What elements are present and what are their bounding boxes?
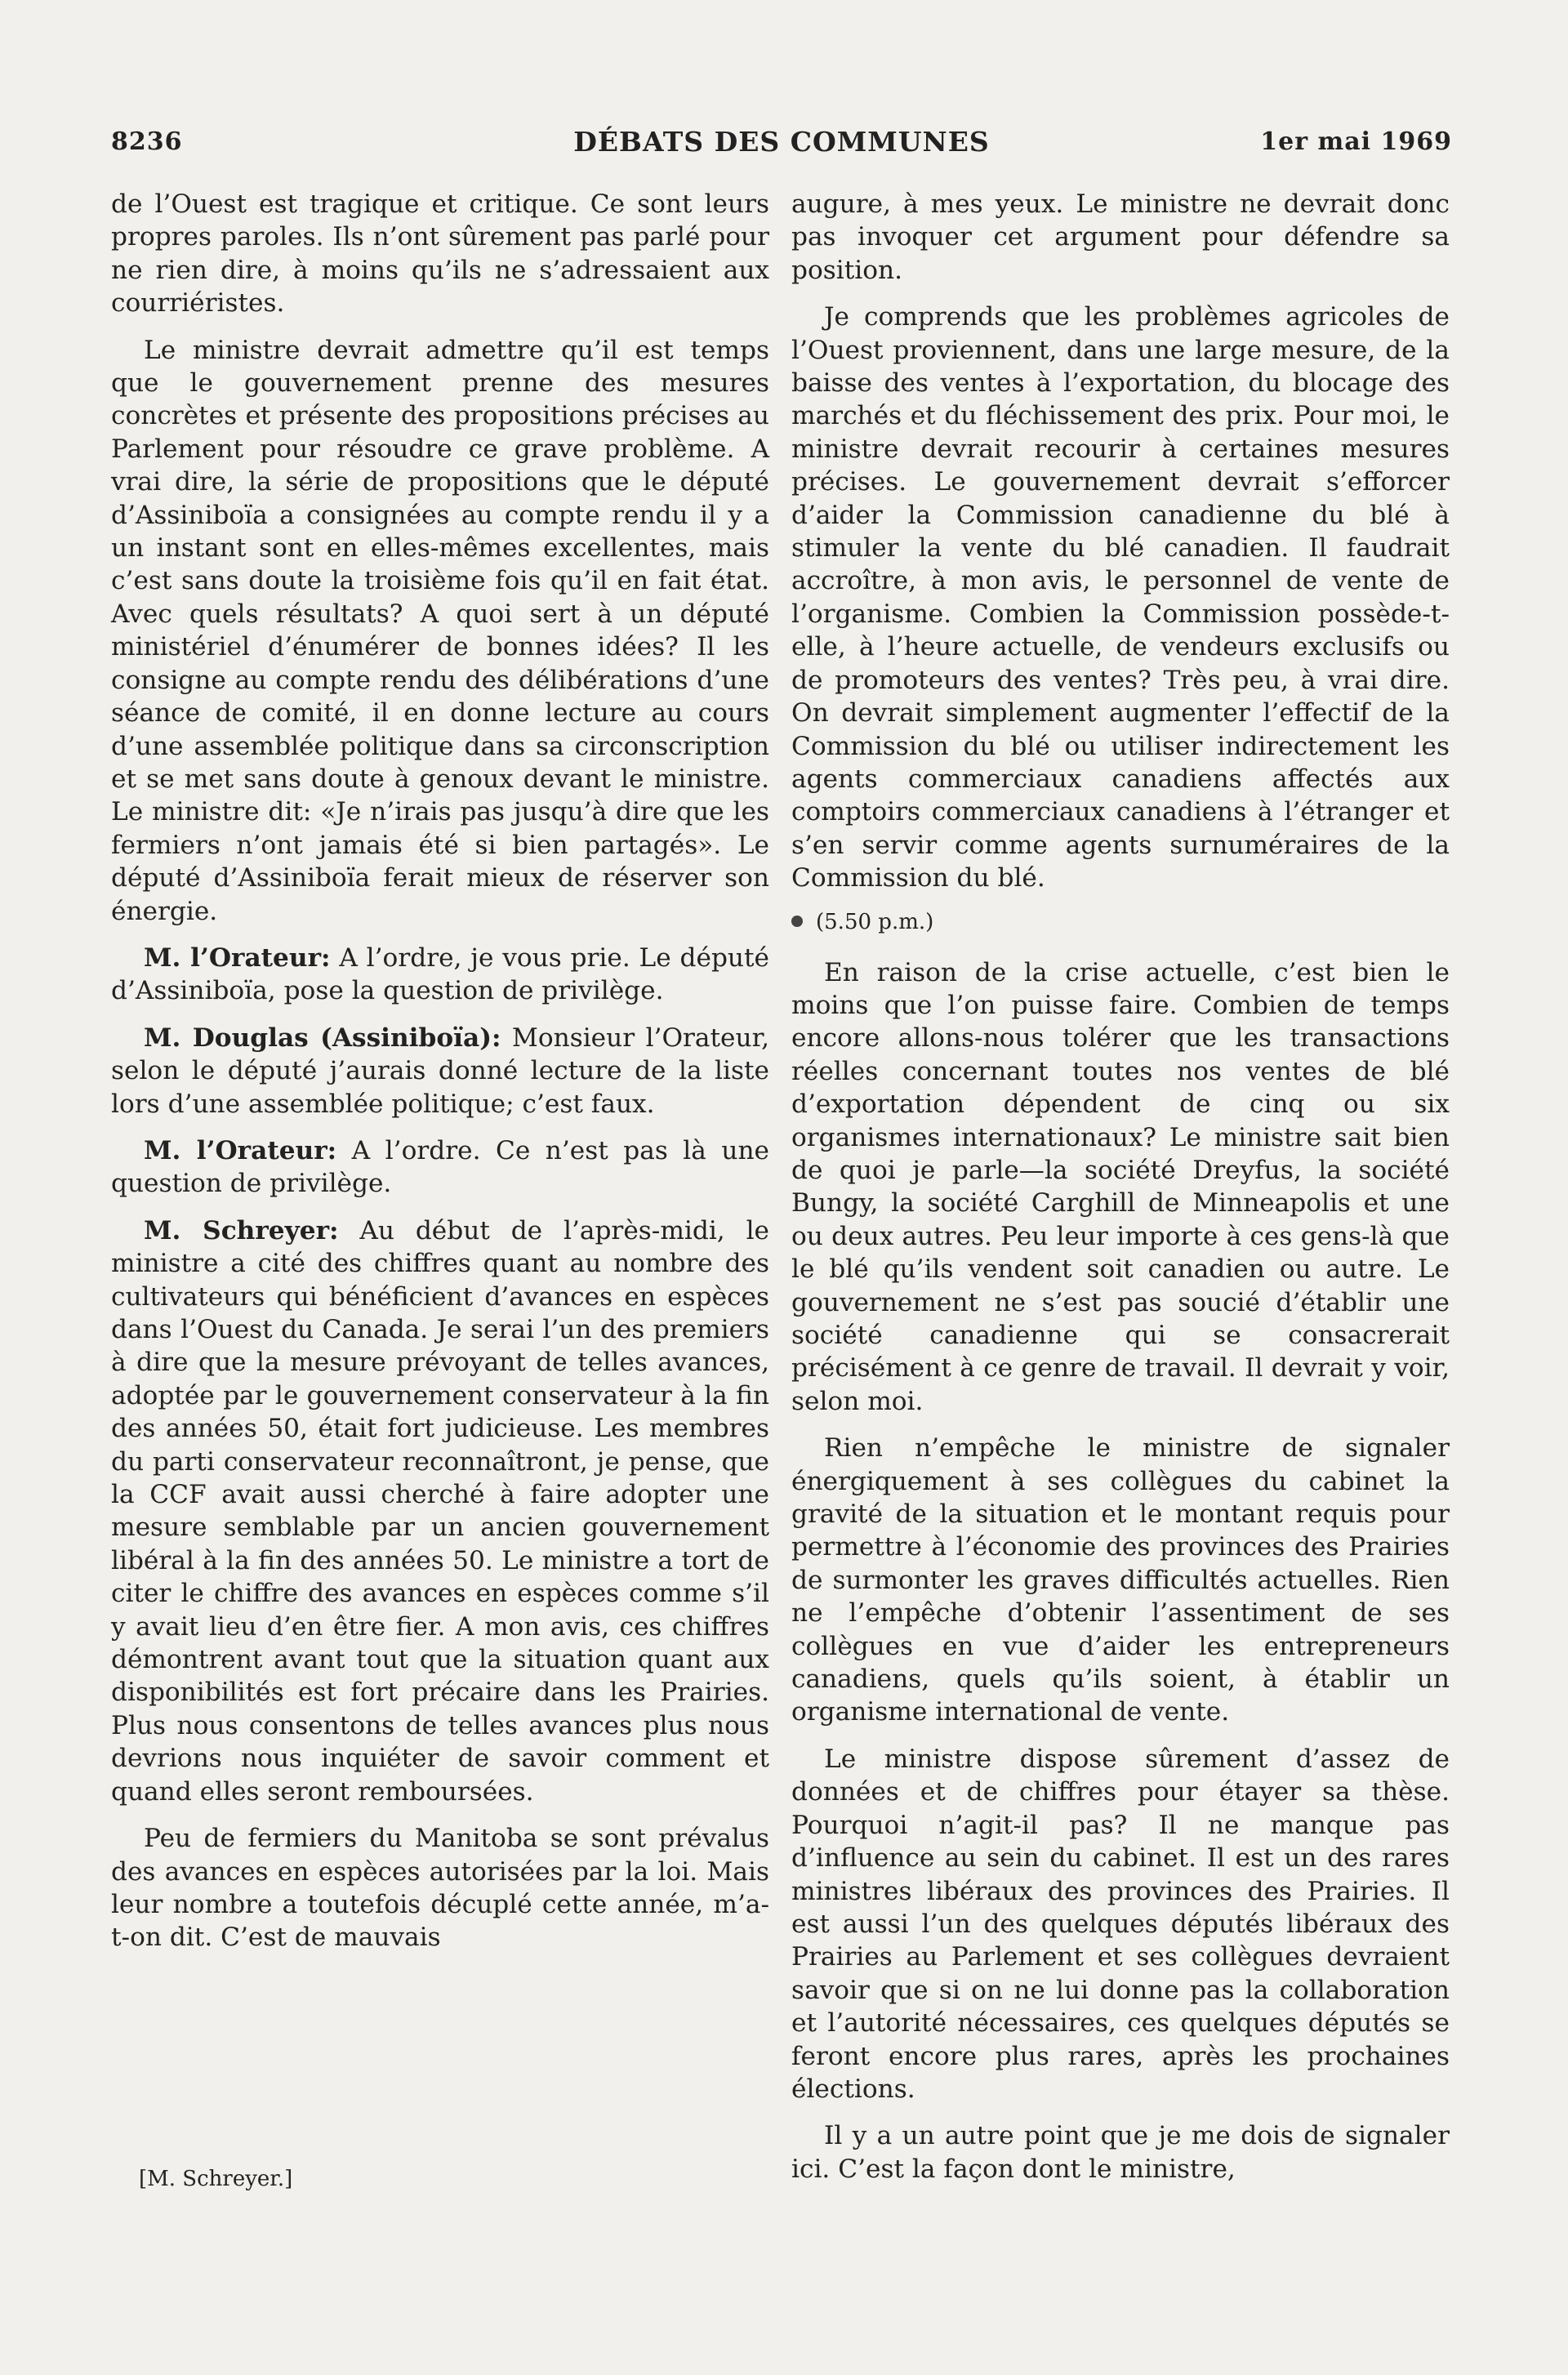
right-column	[791, 188, 1450, 2199]
bullet-icon	[791, 916, 803, 927]
publication-title: DÉBATS DES COMMUNES	[573, 126, 990, 158]
paragraph: Le ministre dispose sûrement d’assez de données et de chiffres pour étayer sa thèse. Pourquoi n’agit-il pas? Il ne manque pas d’influence au sein du cabinet. Il est un des rares ministres libéraux des provinces des Prairies. Il est aussi l’un des quelques députés libéraux des Prairies au Parlement et ses collègues devraient savoir que si on ne lui donne pas la collaboration et l’autorité nécessaires, ces quelques députés se feront encore plus rares, après les prochaines élections.	[791, 1744, 1450, 2104]
speaker-name: M. l’Orateur:	[144, 942, 331, 973]
page-number: 8236	[111, 127, 183, 156]
paragraph: Rien n’empêche le ministre de signaler énergiquement à ses collègues du cabinet la gravité de la situation et le montant requis pour permettre à l’économie des provinces des Prairies de surmonter les graves difficultés actuelles. Rien ne l’empêche d’obtenir l’assentiment de ses collègues en vue d’aider les entrepreneurs canadiens, quels qu’ils soient, à établir un organisme international de vente.	[791, 1433, 1450, 1727]
speech-schreyer	[111, 1214, 769, 1808]
speech-text: A l’ordre, je vous prie. Le député d’Assiniboïa, pose la question de privilège.	[111, 942, 769, 1006]
speaker-attribution: [M. Schreyer.]	[139, 2167, 293, 2191]
speech-text: A l’ordre. Ce n’est pas là une question de privilège.	[111, 1135, 769, 1199]
time-text: (5.50 p.m.)	[816, 909, 934, 934]
time-stamp	[791, 909, 1450, 935]
speech-text: Monsieur l’Orateur, selon le député j’aurais donné lecture de la liste lors d’une assemblée politique; c’est faux.	[111, 1023, 769, 1119]
paragraph: Le ministre devrait admettre qu’il est temps que le gouvernement prenne des mesures concrètes et présente des propositions précises au Parlement pour résoudre ce grave problème. A vrai dire, la série de propositions que le député d’Assiniboïa a consignées au compte rendu il y a un instant sont en elles-mêmes excellentes, mais c’est sans doute la troisième fois qu’il en fait état. Avec quels résultats? A quoi sert à un député ministériel d’énumérer de bonnes idées? Il les consigne au compte rendu des délibérations d’une séance de comité, il en donne lecture au cours d’une assemblée politique dans sa circonscription et se met sans doute à genoux devant le ministre. Le ministre dit: «Je n’irais pas jusqu’à dire que les fermiers n’ont jamais été si bien partagés». Le député d’Assiniboïa ferait mieux de réserver son énergie.	[111, 335, 769, 926]
paragraph: Il y a un autre point que je me dois de signaler ici. C’est la façon dont le ministre,	[791, 2121, 1450, 2184]
speech-orateur-1	[111, 942, 769, 1008]
speaker-name: M. Schreyer:	[144, 1215, 339, 1245]
speaker-name: M. Douglas (Assiniboïa):	[144, 1023, 501, 1053]
speech-orateur-2	[111, 1134, 769, 1201]
left-column	[111, 188, 769, 1968]
speaker-name: M. l’Orateur:	[144, 1135, 337, 1165]
speech-douglas	[111, 1022, 769, 1121]
paragraph: En raison de la crise actuelle, c’est bien le moins que l’on puisse faire. Combien de temps encore allons-nous tolérer que les transactions réelles concernant toutes nos ventes de blé d’exportation dépendent de cinq ou six organismes internationaux? Le ministre sait bien de quoi je parle—la société Dreyfus, la société Bungy, la société Carghill de Minneapolis et une ou deux autres. Peu leur importe à ces gens-là que le blé qu’ils vendent soit canadien ou autre. Le gouvernement ne s’est pas soucié d’établir une société canadienne qui se consacrerait précisément à ce genre de travail. Il devrait y voir, selon moi.	[791, 957, 1450, 1416]
paragraph: augure, à mes yeux. Le ministre ne devrait donc pas invoquer cet argument pour défendre sa position.	[791, 189, 1450, 285]
speech-text: Au début de l’après-midi, le ministre a cité des chiffres quant au nombre des cultivateurs qui bénéficient d’avances en espèces dans l’Ouest du Canada. Je serai l’un des premiers à dire que la mesure prévoyant de telles avances, adoptée par le gouvernement conservateur à la fin des années 50, était fort judicieuse. Les membres du parti conservateur reconnaîtront, je pense, que la CCF avait aussi cherché à faire adopter une mesure semblable par un ancien gouvernement libéral à la fin des années 50. Le ministre a tort de citer le chiffre des avances en espèces comme s’il y avait lieu d’en être fier. A mon avis, ces chiffres démontrent avant tout que la situation quant aux disponibilités est fort précaire dans les Prairies. Plus nous consentons de telles avances plus nous devrions nous inquiéter de savoir comment et quand elles seront remboursées.	[111, 1215, 769, 1807]
paragraph: de l’Ouest est tragique et critique. Ce sont leurs propres paroles. Ils n’ont sûrement pas parlé pour ne rien dire, à moins qu’ils ne s’adressaient aux courriéristes.	[111, 189, 769, 319]
page-date: 1er mai 1969	[1260, 127, 1452, 156]
paragraph: Peu de fermiers du Manitoba se sont prévalus des avances en espèces autorisées par la loi. Mais leur nombre a toutefois décuplé cette année, m’a-t-on dit. C’est de mauvais	[111, 1824, 769, 1953]
page-header	[111, 123, 1452, 163]
paragraph: Je comprends que les problèmes agricoles de l’Ouest proviennent, dans une large mesure, de la baisse des ventes à l’exportation, du blocage des marchés et du fléchissement des prix. Pour moi, le ministre devrait recourir à certaines mesures précises. Le gouvernement devrait s’efforcer d’aider la Commission canadienne du blé à stimuler la vente du blé canadien. Il faudrait accroître, à mon avis, le personnel de vente de l’organisme. Combien la Commission possède-t-elle, à l’heure actuelle, de vendeurs exclusifs ou de promoteurs des ventes? Très peu, à vrai dire. On devrait simplement augmenter l’effectif de la Commission du blé ou utiliser indirectement les agents commerciaux canadiens affectés aux comptoirs commerciaux canadiens à l’étranger et s’en servir comme agents surnuméraires de la Commission du blé.	[791, 302, 1450, 893]
